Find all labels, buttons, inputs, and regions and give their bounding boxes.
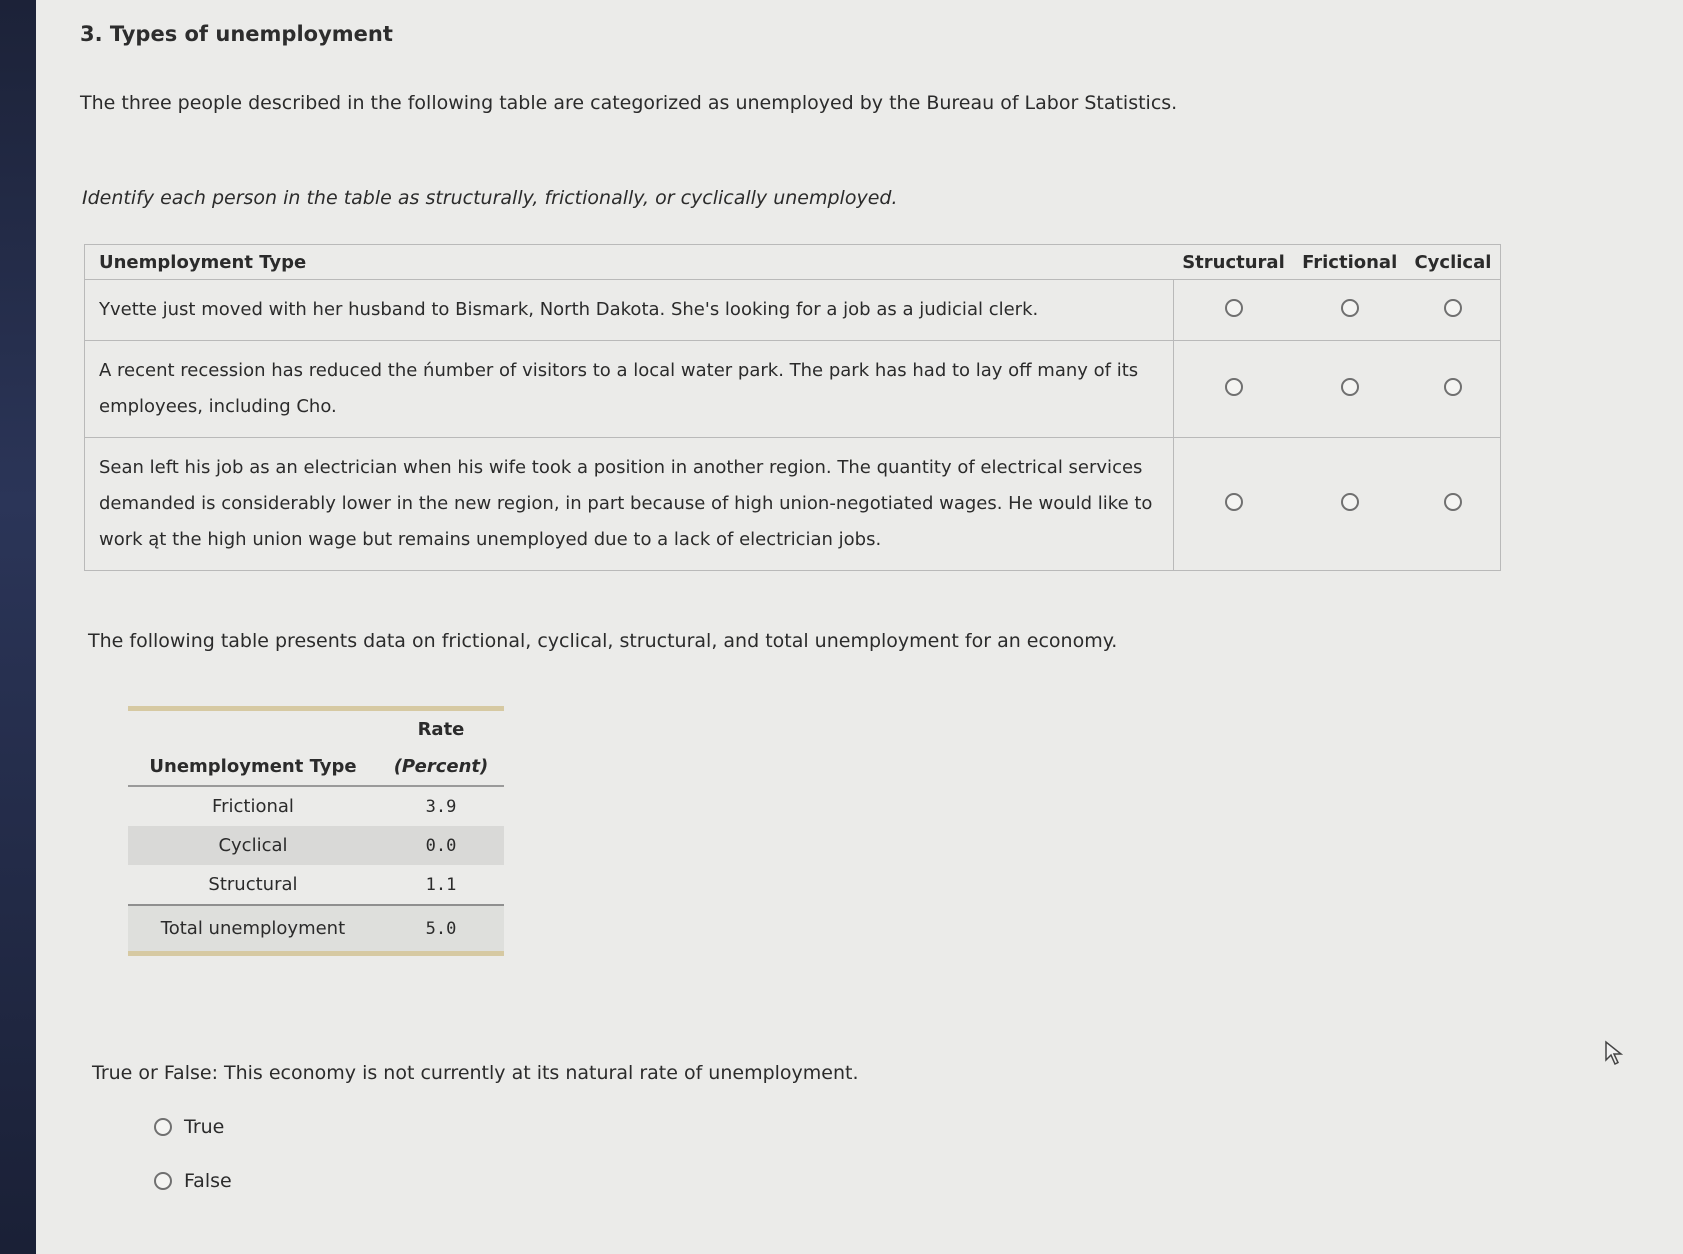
header-percent: (Percent) [378,748,504,786]
radio-sean-cyclical[interactable] [1444,493,1462,511]
true-false-question: True or False: This economy is not currently at its natural rate of unemployment. [92,1062,859,1084]
radio-true[interactable] [154,1118,172,1136]
table-row [85,280,1501,341]
header-frictional: Frictional [1293,245,1405,280]
total-type: Total unemployment [128,905,378,954]
radio-cho-cyclical[interactable] [1444,378,1462,396]
total-row [128,905,504,954]
radio-cho-structural[interactable] [1225,378,1243,396]
table-row [128,786,504,826]
rate-table [128,706,504,956]
header-structural: Structural [1174,245,1294,280]
radio-sean-frictional[interactable] [1341,493,1359,511]
row-type: Frictional [212,796,294,817]
row-rate: 0.0 [378,826,504,865]
header-rate: Rate [417,719,465,740]
question-title: 3. Types of unemployment [80,22,393,46]
data-table-intro: The following table presents data on frictional, cyclical, structural, and total unemployment for an economy. [88,630,1118,652]
radio-false[interactable] [154,1172,172,1190]
classification-table [84,244,1501,571]
row-rate: 1.1 [425,874,457,895]
table-row [128,826,504,865]
mouse-pointer-icon [1604,1040,1626,1066]
question-instruction: Identify each person in the table as structurally, frictionally, or cyclically unemployed. [82,187,898,209]
option-true-label: True [184,1116,225,1138]
radio-yvette-frictional[interactable] [1341,299,1359,317]
row-description: Yvette just moved with her husband to Bismark, North Dakota. She's looking for a job as a judicial clerk. [85,280,1174,341]
option-true[interactable] [154,1116,224,1138]
radio-yvette-cyclical[interactable] [1444,299,1462,317]
header-unemployment-type: Unemployment Type [128,748,378,786]
row-description: A recent recession has reduced the ńumber of visitors to a local water park. The park has had to lay off many of its employees, including Cho. [85,341,1174,438]
radio-sean-structural[interactable] [1225,493,1243,511]
question-intro: The three people described in the following table are categorized as unemployed by the Bureau of Labor Statistics. [80,92,1178,114]
screen-bezel [0,0,36,1254]
row-description: Sean left his job as an electrician when his wife took a position in another region. The quantity of electrical services demanded is considerably lower in the new region, in part because of high union-negotiated wages. He would like to work ąt the high union wage but remains unemployed due to a lack of electrician jobs. [85,438,1174,571]
radio-cho-frictional[interactable] [1341,378,1359,396]
row-rate: 3.9 [425,796,457,817]
row-type: Structural [208,874,298,895]
option-false[interactable] [154,1170,232,1192]
table-row [85,438,1501,571]
table-row [85,341,1501,438]
table-row [128,865,504,905]
option-false-label: False [184,1170,232,1192]
radio-yvette-structural[interactable] [1225,299,1243,317]
row-type: Cyclical [128,826,378,865]
header-cyclical: Cyclical [1406,245,1501,280]
header-unemployment-type: Unemployment Type [85,245,1174,280]
total-rate: 5.0 [378,905,504,954]
